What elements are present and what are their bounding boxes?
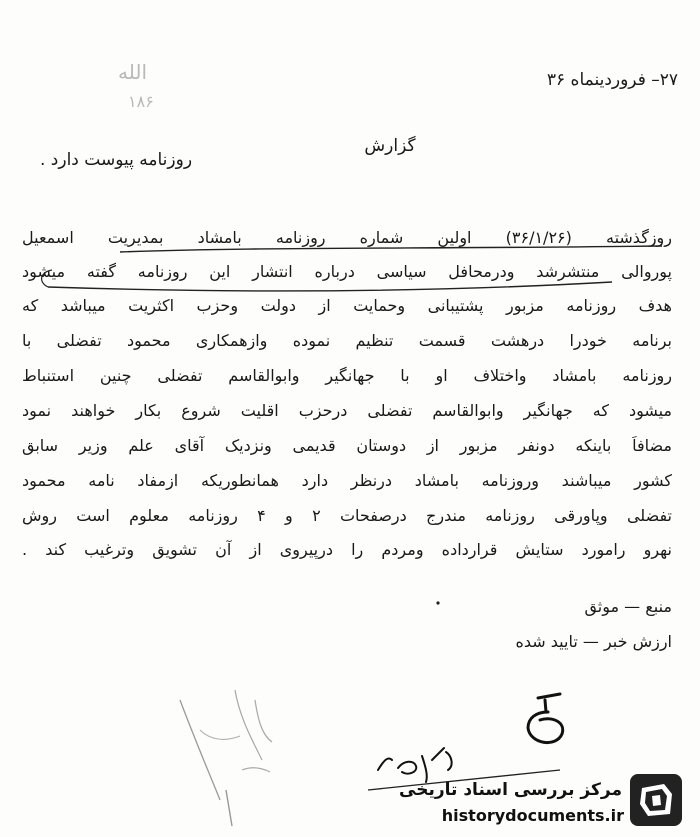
body-line-2: پوروالی منتشرشد ودرمحافل سیاسی درباره انتشار این روزنامه گفته میشود [22, 262, 672, 281]
underline-mark-1 [120, 246, 662, 252]
handwritten-five [528, 694, 563, 743]
body-line-5: روزنامه بامشاد واختلاف او با جهانگیر وابوالقاسم تفضلی چنین استنباط [22, 366, 672, 385]
archive-logo-icon [630, 774, 682, 826]
value-line: ارزش خبر — تایید شده [515, 632, 672, 651]
body-line-1: روزگذشته (۳۶/۱/۲۶) اولین شماره روزنامه بامشاد بمدیریت اسمعیل [22, 228, 672, 247]
body-line-10: نهرو رامورد ستایش قرارداده ومردم را درپیروی از آن تشویق وترغیب کند . [22, 540, 672, 559]
attachment-note: روزنامه پیوست دارد . [40, 150, 193, 170]
document-date: ۲۷– فروردینماه ۳۶ [546, 70, 678, 90]
document-title: گزارش [364, 136, 416, 156]
handwritten-note [378, 748, 452, 782]
body-line-4: برنامه خودرا درهشت قسمت تنظیم نموده وازهمکاری محمود تفضلی با [22, 331, 672, 350]
faint-stamp-text: الله [118, 60, 147, 84]
source-line: منبع — موثق [584, 597, 672, 616]
body-line-7: مضافاً باینکه دونفر مزبور از دوستان قدیمی ونزدیک آقای علم وزیر سابق [22, 436, 672, 455]
body-line-8: کشور میباشند وروزنامه بامشاد درنظر دارد همانطوریکه ازمفاد نامه محمود [22, 471, 672, 490]
faint-signature-strokes [180, 700, 220, 800]
watermark-title: مرکز بررسی اسناد تاریخی [399, 780, 622, 800]
dot-mark [436, 601, 439, 604]
faint-stamp-number: ۱۸۶ [128, 92, 154, 111]
body-line-3: هدف روزنامه مزبور پشتیبانی وحمایت از دولت وحزب اکثریت میباشد که [22, 296, 672, 315]
body-line-9: تفضلی وپاورقی روزنامه مندرج درصفحات ۲ و ۴ روزنامه معلوم است روش [22, 506, 672, 525]
underline-mark-2 [48, 282, 612, 291]
underline-hook [42, 270, 52, 287]
body-line-6: میشود که جهانگیر وابوالقاسم تفضلی درحزب اقلیت شروع بکار خواهند نمود [22, 401, 672, 420]
watermark-url: historydocuments.ir [441, 806, 624, 825]
